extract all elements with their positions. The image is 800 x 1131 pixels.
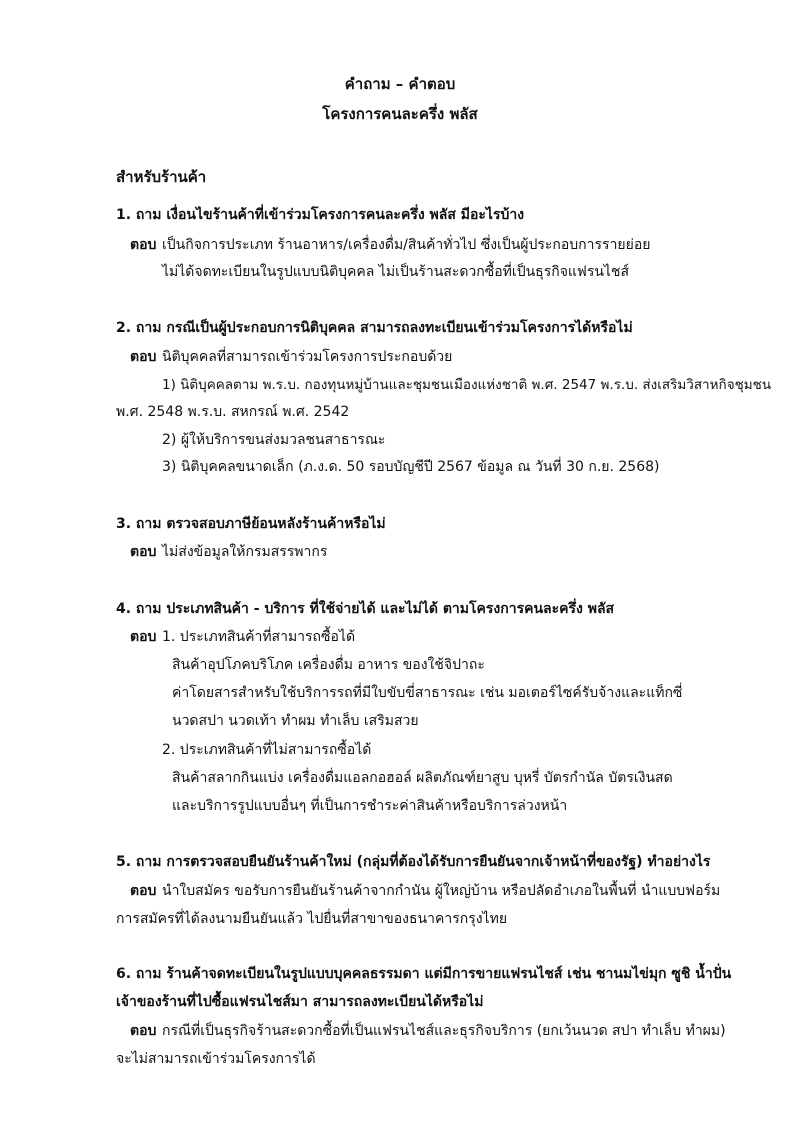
question-6: 6. ถาม ร้านค้าจดทะเบียนในรูปแบบบุคคลธรรมดา แต่มีการขายแฟรนไชส์ เช่น ชานมไข่มุก ซูชิ น้ำปั่น [116,966,732,982]
answer-2-line-1: นิติบุคคลที่สามารถเข้าร่วมโครงการประกอบด้วย [162,349,453,365]
answer-2-line-2: 1) นิติบุคคลตาม พ.ร.บ. กองทุนหมู่บ้านและชุมชนเมืองแห่งชาติ พ.ศ. 2547 พ.ร.บ. ส่งเสริมวิสาหกิจชุมชน [162,377,772,393]
answer-3-line-1: ไม่ส่งข้อมูลให้กรมสรรพากร [162,544,328,560]
answer-4-line-5: 2. ประเภทสินค้าที่ไม่สามารถซื้อได้ [162,742,372,758]
answer-4-line-3: ค่าโดยสารสำหรับใช้บริการรถที่มีใบขับขี่สาธารณะ เช่น มอเตอร์ไซค์รับจ้างและแท็กซี่ [172,685,683,701]
answer-2-line-4: 2) ผู้ให้บริการขนส่งมวลชนสาธารณะ [162,432,386,448]
answer-4-line-4: นวดสปา นวดเท้า ทำผม ทำเล็บ เสริมสวย [172,713,419,729]
answer-5-line-1: นำใบสมัคร ขอรับการยืนยันร้านค้าจากกำนัน ผู้ใหญ่บ้าน หรือปลัดอำเภอในพื้นที่ นำแบบฟอร์ม [162,883,721,899]
question-3: 3. ถาม ตรวจสอบภาษีย้อนหลังร้านค้าหรือไม่ [116,516,386,532]
answer-label-5: ตอบ [130,883,157,899]
answer-6-line-2: จะไม่สามารถเข้าร่วมโครงการได้ [116,1051,316,1067]
section-heading: สำหรับร้านค้า [116,168,207,186]
document-subtitle: โครงการคนละครึ่ง พลัส [322,105,478,123]
answer-label-6: ตอบ [130,1023,157,1039]
answer-label-2: ตอบ [130,349,157,365]
answer-1-line-1: เป็นกิจการประเภท ร้านอาหาร/เครื่องดื่ม/สินค้าทั่วไป ซึ่งเป็นผู้ประกอบการรายย่อย [162,237,651,253]
question-1: 1. ถาม เงื่อนไขร้านค้าที่เข้าร่วมโครงการคนละครึ่ง พลัส มีอะไรบ้าง [116,207,525,223]
answer-label-3: ตอบ [130,544,157,560]
answer-4-line-7: และบริการรูปแบบอื่นๆ ที่เป็นการชำระค่าสินค้าหรือบริการล่วงหน้า [172,798,568,814]
answer-6-line-1: กรณีที่เป็นธุรกิจร้านสะดวกซื้อที่เป็นแฟรนไชส์และธุรกิจบริการ (ยกเว้นนวด สปา ทำเล็บ ทำผม) [162,1023,726,1039]
answer-2-line-5: 3) นิติบุคคลขนาดเล็ก (ภ.ง.ด. 50 รอบบัญชีปี 2567 ข้อมูล ณ วันที่ 30 ก.ย. 2568) [162,459,660,475]
question-6-line-2: เจ้าของร้านที่ไปซื้อแฟรนไชส์มา สามารถลงทะเบียนได้หรือไม่ [116,994,484,1010]
answer-5-line-2: การสมัครที่ได้ลงนามยืนยันแล้ว ไปยื่นที่สาขาของธนาคารกรุงไทย [116,911,508,927]
answer-2-line-3: พ.ศ. 2548 พ.ร.บ. สหกรณ์ พ.ศ. 2542 [116,404,350,420]
question-4: 4. ถาม ประเภทสินค้า - บริการ ที่ใช้จ่ายได้ และไม่ได้ ตามโครงการคนละครึ่ง พลัส [116,601,615,617]
answer-1-line-2: ไม่ได้จดทะเบียนในรูปแบบนิติบุคคล ไม่เป็นร้านสะดวกซื้อที่เป็นธุรกิจแฟรนไชส์ [162,264,630,280]
document-title: คำถาม – คำตอบ [344,75,456,93]
answer-4-line-2: สินค้าอุปโภคบริโภค เครื่องดื่ม อาหาร ของใช้จิปาถะ [172,657,485,673]
question-2: 2. ถาม กรณีเป็นผู้ประกอบการนิติบุคคล สามารถลงทะเบียนเข้าร่วมโครงการได้หรือไม่ [116,320,633,336]
answer-4-line-1: 1. ประเภทสินค้าที่สามารถซื้อได้ [162,629,356,645]
answer-label-4: ตอบ [130,629,157,645]
answer-4-line-6: สินค้าสลากกินแบ่ง เครื่องดื่มแอลกอฮอล์ ผลิตภัณฑ์ยาสูบ บุหรี่ บัตรกำนัล บัตรเงินสด [172,770,673,786]
answer-label-1: ตอบ [130,237,157,253]
question-5: 5. ถาม การตรวจสอบยืนยันร้านค้าใหม่ (กลุ่มที่ต้องได้รับการยืนยันจากเจ้าหน้าที่ของรัฐ) ทำอย่างไร [116,854,711,870]
